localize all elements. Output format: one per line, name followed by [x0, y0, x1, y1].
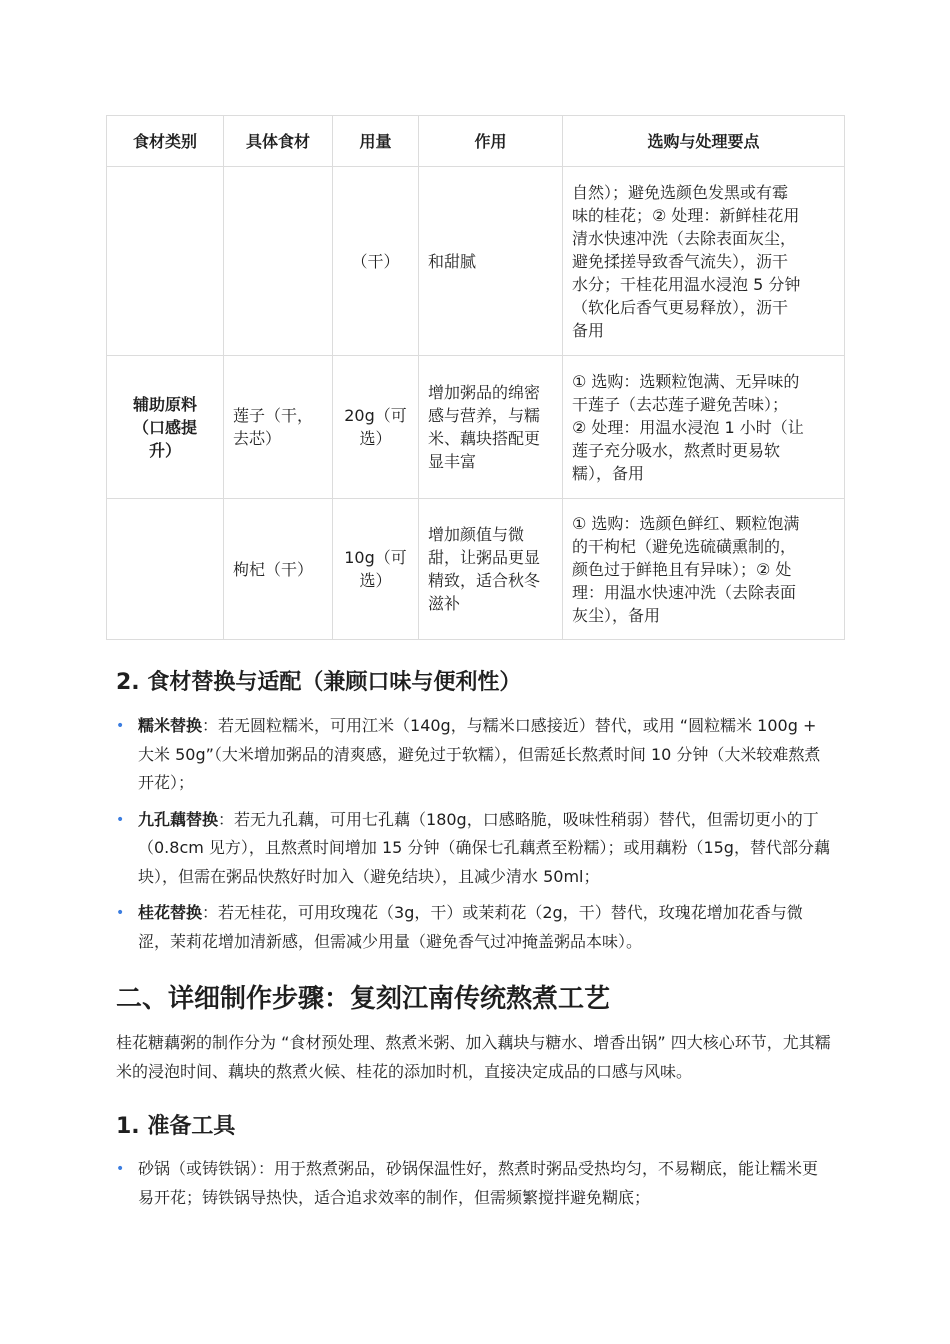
bullet-icon: • [116, 811, 125, 828]
ingredient-table [106, 115, 845, 640]
header-amount: 用量 [333, 116, 419, 167]
cell-ingredient: 莲子（干， 去芯） [224, 356, 333, 499]
cell-function: 和甜腻 [419, 167, 563, 356]
header-function: 作用 [419, 116, 563, 167]
item-text: ：若无九孔藕，可用七孔藕（180g，口感略脆，吸味性稍弱）替代，但需切更小的丁（0.8cm 见方），且熬煮时间增加 15 分钟（确保七孔藕煮至粉糯）；或用藕粉（15g，替代部分藕块），但需在粥品快熬好时加入（避免结块），且减少清水 50ml； [138, 809, 830, 886]
section-title-substitute: 2. 食材替换与适配（兼顾口味与便利性） [116, 670, 522, 695]
table-row [107, 167, 845, 356]
item-label: 九孔藕替换 [138, 809, 219, 829]
section-title-steps: 二、详细制作步骤：复刻江南传统熬煮工艺 [116, 984, 611, 1014]
cell-amount: 10g（可 选） [333, 499, 419, 640]
header-tips: 选购与处理要点 [563, 116, 845, 167]
table-row [107, 356, 845, 499]
cell-tips: 自然）；避免选颜色发黑或有霉 味的桂花；② 处理：新鲜桂花用 清水快速冲洗（去除表面灰尘， 避免揉搓导致香气流失），沥干 水分；干桂花用温水浸泡 5 分钟 （软化后香气更易释放），沥干 备用 [563, 167, 845, 356]
list-item [116, 806, 832, 892]
cell-amount: （干） [333, 167, 419, 356]
header-category: 食材类别 [107, 116, 224, 167]
cell-tips: ① 选购：选颗粒饱满、无异味的 干莲子（去芯莲子避免苦味）； ② 处理：用温水浸泡 1 小时（让 莲子充分吸水，熬煮时更易软 糯），备用 [563, 356, 845, 499]
section-title-tools: 1. 准备工具 [116, 1114, 236, 1139]
cell-ingredient: 枸杞（干） [224, 499, 333, 640]
cell-category [107, 499, 224, 640]
bullet-icon: • [116, 1161, 125, 1177]
cell-function: 增加颜值与微 甜，让粥品更显 精致，适合秋冬 滋补 [419, 499, 563, 640]
item-label: 糯米替换 [138, 716, 203, 735]
bullet-icon: • [116, 905, 125, 921]
item-text: ：若无桂花，可用玫瑰花（3g，干）或茉莉花（2g，干）替代，玫瑰花增加花香与微涩，茉莉花增加清新感，但需减少用量（避免香气过冲掩盖粥品本味）。 [138, 903, 803, 951]
table-row [107, 499, 845, 640]
cell-category: 辅助原料 （口感提 升） [107, 356, 224, 499]
tools-list [116, 1155, 832, 1220]
item-text: 砂锅（或铸铁锅）：用于熬煮粥品，砂锅保温性好，熬煮时粥品受热均匀，不易糊底，能让糯米更易开花；铸铁锅导热快，适合追求效率的制作，但需频繁搅拌避免糊底； [138, 1159, 819, 1207]
cell-function: 增加粥品的绵密 感与营养，与糯 米、藕块搭配更 显丰富 [419, 356, 563, 499]
item-text: ：若无圆粒糯米，可用江米（140g，与糯米口感接近）替代，或用 “圆粒糯米 100g + 大米 50g”（大米增加粥品的清爽感，避免过于软糯），但需延长熬煮时间 10 分钟（大米较难熬煮开花）； [138, 716, 821, 792]
header-ingredient: 具体食材 [224, 116, 333, 167]
cell-category [107, 167, 224, 356]
cell-tips: ① 选购：选颜色鲜红、颗粒饱满 的干枸杞（避免选硫磺熏制的， 颜色过于鲜艳且有异味）；② 处 理：用温水快速冲洗（去除表面 灰尘），备用 [563, 499, 845, 640]
substitute-list [116, 712, 832, 964]
item-label: 桂花替换 [138, 903, 203, 922]
cell-amount: 20g（可 选） [333, 356, 419, 499]
cell-ingredient [224, 167, 333, 356]
list-item [116, 899, 832, 956]
steps-intro: 桂花糖藕粥的制作分为 “食材预处理、熬煮米粥、加入藕块与糖水、增香出锅” 四大核心环节，尤其糯米的浸泡时间、藕块的熬煮火候、桂花的添加时机，直接决定成品的口感与风味。 [116, 1033, 831, 1081]
list-item [116, 1155, 832, 1212]
bullet-icon: • [116, 718, 125, 734]
table-header-row [107, 116, 845, 167]
list-item [116, 712, 832, 798]
